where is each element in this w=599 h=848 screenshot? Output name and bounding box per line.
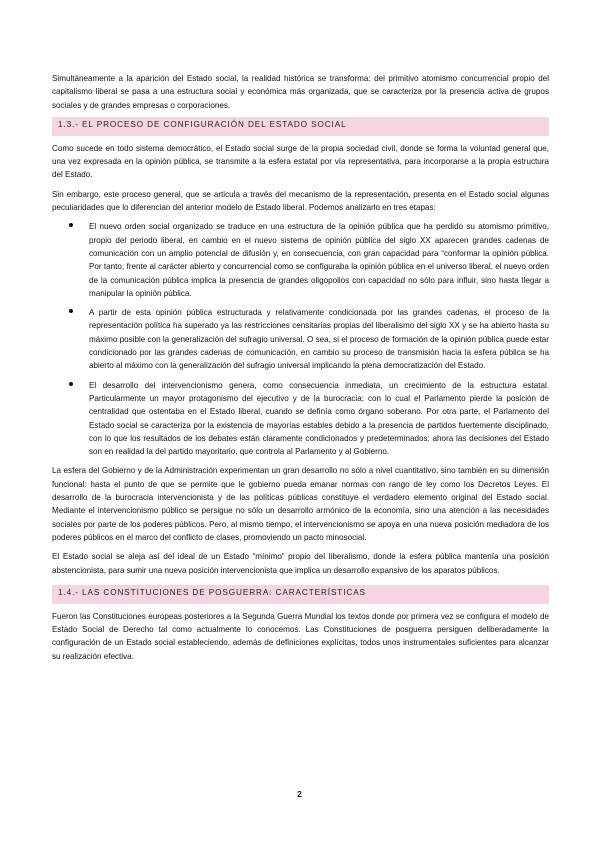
page-number: 2 [297, 789, 302, 799]
paragraph-4: El Estado social se aleja así del ideal de un Estado “mínimo” propio del liberalismo, donde la esfera pública mantenía una posición abstencionista, para sumir una nueva posición intervencionista que implica un desarrollo expansivo de los aparatos públicos. [52, 552, 549, 575]
list-item-text: El nuevo orden social organizado se traduce en una estructura de la opinión pública que ha perdido su atomismo primitivo, propio del periodo liberal, en cambio en el nuevo sistema de opinión pública del siglo XX aparecen grandes cadenas de comunicación con un amplio potencial de difusión y, en consecuencia, con gran capacidad para “conformar la opinión pública. Por tanto, frente al carácter abierto y concurrencial como se configuraba la opinión pública en el universo liberal, el nuevo orden de la comunicación pública implica la presencia de grandes oligopolios con capacidad no sólo para influir, sino hasta llegar a manipular la opinión pública. [89, 222, 549, 298]
list-item-text: El desarrollo del intervencionismo genera, como consecuencia inmediata, un crecimiento de la estructura estatal. Particularmente un mayor protagonismo del ejecutivo y de la burocracia; con lo cual el Parlamento pierde la posición de centralidad que ostentaba en el Estado liberal, cuando se definía como órgano soberano. Por otra parte, el Parlamento del Estado social se caracteriza por la existencia de mayorías estables debido a la presencia de partidos fuertemente disciplinado, con lo que los resultados de los debates están claramente condicionados y predeterminados: ahora las decisiones del Estado son en realidad la del partido mayoritario, que controla al Parlamento y al Gobierno. [89, 380, 549, 457]
list-item-text: A partir de esta opinión pública estructurada y relativamente condicionada por las grandes cadenas, el proceso de la representación política ha superado ya las restricciones censitarias propias del liberalismo del siglo XX y se ha abierto hasta su máximo posible con la generalización del sufragio universal. O sea, si el proceso de formación de la opinión pública puede estar condicionado por las grandes cadenas de comunicación, en cambio su proceso de transmisión hacia la esfera pública se ha abierto al máximo con la generalización del sufragio universal implicando la plena democratización del Estado. [89, 308, 549, 371]
paragraph-5: Fueron las Constituciones europeas posteriores a la Segunda Guerra Mundial los textos donde por primera vez se configura el modelo de Estado Social de Derecho tal como actualmente lo conocemos. Las Constituciones de posguerra persiguen deliberadamente la configuración de un Estado social estableciendo, además de definiciones explícitas, todos unos instrumentales suficientes para alcanzar su realización efectiva. [52, 611, 549, 661]
bullet-icon [69, 382, 73, 386]
section-heading-1-3: 1.3.- EL PROCESO DE CONFIGURACIÓN DEL ESTADO SOCIAL [52, 117, 549, 136]
paragraph-2: Sin embargo, este proceso general, que se articula a través del mecanismo de la representación, presenta en el Estado social algunas peculiaridades que lo diferencian del anterior modelo de Estado liberal. Podemos analizarlo en tres etapas: [52, 189, 549, 213]
paragraph-3: La esfera del Gobierno y de la Administración experimentan un gran desarrollo no sólo a nivel cuantitativo, sino también en su dimensión funcional: hasta el punto de que se permite que le gobierno pueda emanar normas con rango de ley como los Decretos Leyes. El desarrollo de la burocracia intervencionista y de las políticas públicas constituye el verdadero elemento original del Estado social. Mediante el intervencionismo público se persigue no sólo un desarrollo armónico de la economía, sino una atención a las necesidades sociales por parte de los poderes públicos. Pero, al mismo tiempo, el intervencionismo se apoya en una nueva posición mediadora de los poderes públicos en el marco del conflicto de clases, promoviendo un pacto minosocial. [52, 466, 549, 542]
paragraph-1: Como sucede en todo sistema democrático, el Estado social surge de la propia sociedad civil, donde se forma la voluntad general que, una vez expresada en la opinión pública, se transmite a la esfera estatal por vía representativa, para incorporarse a la propia estructura del Estado. [52, 143, 549, 180]
list-item [52, 220, 549, 300]
stages-list [52, 220, 549, 458]
bullet-icon [69, 223, 73, 227]
intro-paragraph: Simultáneamente a la aparición del Estado social, la realidad histórica se transforma: del primitivo atomismo concurrencial propio del capitalismo liberal se pasa a una estructura social y económica más organizada, que se caracteriza por la presencia activa de grupos sociales y de grandes empresas o corporaciones. [52, 74, 549, 110]
list-item [52, 379, 549, 459]
section-heading-1-4: 1.4.- LAS CONSTITUCIONES DE POSGUERRA: CARACTERÍSTICAS [52, 585, 549, 604]
bullet-icon [69, 309, 73, 313]
document-page [52, 72, 549, 669]
list-item [52, 306, 549, 372]
